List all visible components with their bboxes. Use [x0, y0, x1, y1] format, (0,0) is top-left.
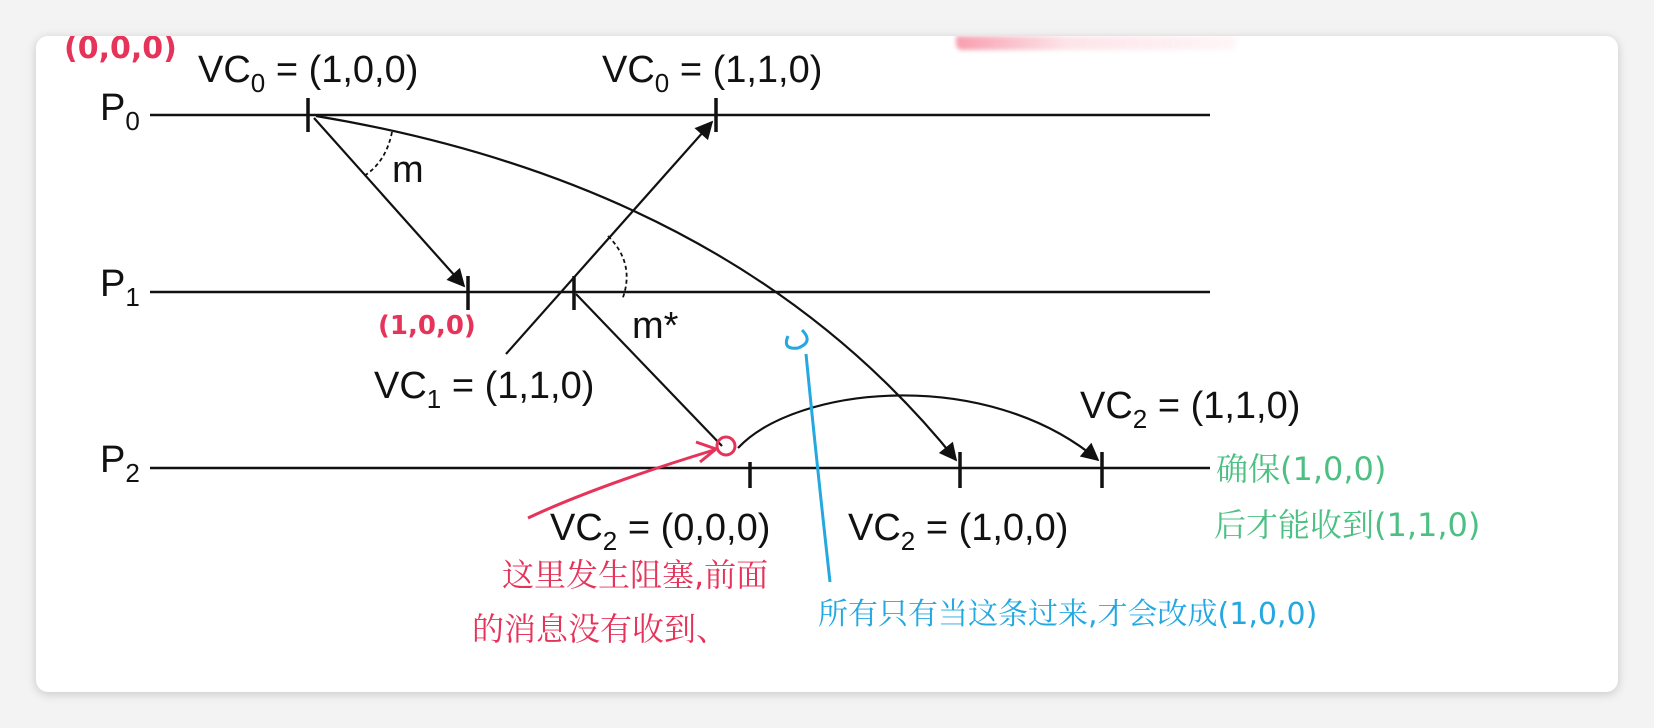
green-note-line2: 后才能收到(1,1,0) — [1214, 506, 1481, 544]
message-mstar-delayed-delivery — [738, 395, 1098, 460]
process-label-p0: $P_0$ — [100, 87, 140, 136]
vc-label-p0-recv: $VC_0 = (1,1,0)$ — [602, 49, 823, 98]
vc-label-p2-recv-mstar: $VC_2 = (1,1,0)$ — [1080, 385, 1301, 434]
blue-note-update: 所有只有当这条过来,才会改成(1,0,0) — [818, 597, 1318, 632]
message-label-m: m — [392, 149, 424, 191]
diagram-card — [36, 36, 1618, 692]
process-label-p2: $P_2$ — [100, 439, 140, 488]
message-label-mstar: m* — [632, 305, 679, 347]
angle-arc-m — [364, 132, 392, 176]
green-note-line1: 确保(1,0,0) — [1216, 450, 1387, 488]
vc-label-p2-init: $VC_2 = (0,0,0)$ — [550, 507, 771, 556]
red-annotation-initial-vc: (0,0,0) — [64, 36, 177, 66]
process-label-p1: $P_1$ — [100, 263, 140, 312]
red-note-blocked-line2: 的消息没有收到、 — [472, 610, 729, 648]
angle-arc-mstar — [608, 236, 627, 300]
vc-label-p2-recv-m: $VC_2 = (1,0,0)$ — [848, 507, 1069, 556]
red-blocked-circle — [717, 437, 735, 455]
vc-label-p1-send: $VC_1 = (1,1,0)$ — [374, 365, 595, 414]
vc-label-p0-send: $VC_0 = (1,0,0)$ — [198, 49, 419, 98]
vector-clock-diagram — [36, 36, 1618, 692]
red-note-blocked-line1: 这里发生阻塞,前面 — [502, 556, 769, 594]
red-annotation-p1-vc: (1,0,0) — [378, 311, 476, 341]
blue-pointer-hook — [786, 330, 807, 348]
